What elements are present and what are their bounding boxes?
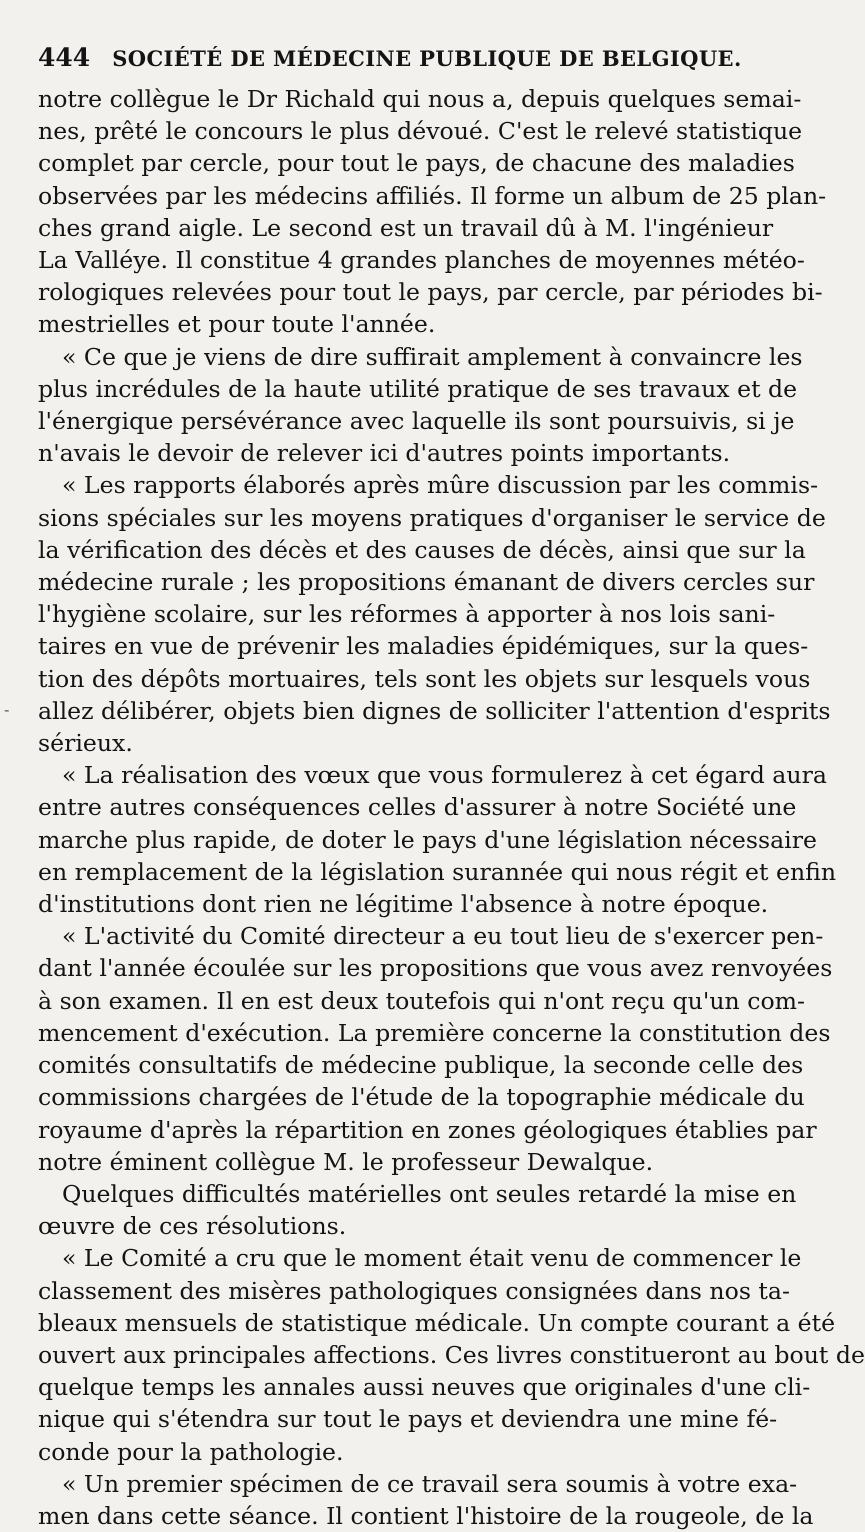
text-line: taires en vue de prévenir les maladies épidémiques, sur la ques-: [38, 632, 809, 661]
text-line: d'institutions dont rien ne légitime l'absence à notre époque.: [38, 890, 769, 919]
text-line: allez délibérer, objets bien dignes de solliciter l'attention d'esprits: [38, 696, 831, 725]
text-line: bleaux mensuels de statistique médicale. Un compte courant a été: [38, 1308, 836, 1337]
text-line: quelque temps les annales aussi neuves que originales d'une cli-: [38, 1373, 811, 1402]
text-line: mencement d'exécution. La première concerne la constitution des: [38, 1018, 831, 1047]
body-text: [38, 83, 865, 1532]
text-line: conde pour la pathologie.: [38, 1437, 344, 1466]
text-line: médecine rurale ; les propositions émanant de divers cercles sur: [38, 568, 815, 597]
text-line: ches grand aigle. Le second est un travail dû à M. l'ingénieur: [38, 213, 774, 242]
text-line: notre éminent collègue M. le professeur Dewalque.: [38, 1147, 654, 1176]
text-line: sions spéciales sur les moyens pratiques d'organiser le service de: [38, 503, 826, 532]
paragraph: [38, 469, 831, 759]
text-line: l'énergique persévérance avec laquelle ils sont poursuivis, si je: [38, 407, 795, 436]
text-line: ouvert aux principales affections. Ces livres constitueront au bout de: [38, 1340, 865, 1369]
text-line: La Valléye. Il constitue 4 grandes planches de moyennes météo-: [38, 246, 805, 275]
text-line: classement des misères pathologiques consignées dans nos ta-: [38, 1276, 790, 1305]
text-line: l'hygiène scolaire, sur les réformes à apporter à nos lois sani-: [38, 600, 776, 629]
running-title: SOCIÉTÉ DE MÉDECINE PUBLIQUE DE BELGIQUE.: [112, 46, 742, 71]
paragraph: [38, 1178, 797, 1242]
running-head: [38, 38, 770, 79]
paragraph: [38, 1242, 865, 1467]
text-line: complet par cercle, pour tout le pays, de chacune des maladies: [38, 149, 795, 178]
text-line: « Ce que je viens de dire suffirait amplement à convaincre les: [62, 342, 803, 371]
paragraph: [38, 759, 837, 920]
text-line: sérieux.: [38, 729, 133, 758]
text-line: nes, prêté le concours le plus dévoué. C'est le relevé statistique: [38, 117, 803, 146]
text-line: men dans cette séance. Il contient l'histoire de la rougeole, de la: [38, 1501, 814, 1530]
text-line: royaume d'après la répartition en zones géologiques établies par: [38, 1115, 817, 1144]
paragraph: [38, 920, 833, 1178]
margin-mark: -: [4, 700, 10, 719]
text-line: n'avais le devoir de relever ici d'autres points importants.: [38, 439, 731, 468]
text-line: rologiques relevées pour tout le pays, par cercle, par périodes bi-: [38, 278, 823, 307]
text-line: « Un premier spécimen de ce travail sera soumis à votre exa-: [62, 1469, 798, 1498]
page-number: 444: [38, 43, 91, 72]
paragraph: [38, 341, 803, 470]
paragraph: [38, 1468, 814, 1532]
text-line: plus incrédules de la haute utilité pratique de ses travaux et de: [38, 374, 798, 403]
text-line: « La réalisation des vœux que vous formulerez à cet égard aura: [62, 761, 827, 790]
text-line: « Les rapports élaborés après mûre discussion par les commis-: [62, 471, 819, 500]
text-line: entre autres conséquences celles d'assurer à notre Société une: [38, 793, 797, 822]
text-line: dant l'année écoulée sur les propositions que vous avez renvoyées: [38, 954, 833, 983]
text-line: Quelques difficultés matérielles ont seules retardé la mise en: [62, 1179, 797, 1208]
text-line: « L'activité du Comité directeur a eu tout lieu de s'exercer pen-: [62, 922, 824, 951]
text-line: tion des dépôts mortuaires, tels sont les objets sur lesquels vous: [38, 664, 811, 693]
text-line: notre collègue le Dr Richald qui nous a, depuis quelques semai-: [38, 85, 802, 113]
text-line: la vérification des décès et des causes de décès, ainsi que sur la: [38, 535, 806, 564]
text-line: « Le Comité a cru que le moment était venu de commencer le: [62, 1244, 802, 1273]
text-line: marche plus rapide, de doter le pays d'une législation nécessaire: [38, 825, 817, 854]
text-line: commissions chargées de l'étude de la topographie médicale du: [38, 1083, 805, 1112]
text-line: œuvre de ces résolutions.: [38, 1212, 347, 1241]
text-line: observées par les médecins affiliés. Il forme un album de 25 plan-: [38, 181, 827, 210]
paragraph: [38, 83, 827, 341]
text-line: comités consultatifs de médecine publique, la seconde celle des: [38, 1051, 804, 1080]
text-line: à son examen. Il en est deux toutefois qui n'ont reçu qu'un com-: [38, 986, 805, 1015]
text-line: en remplacement de la législation surannée qui nous régit et enfin: [38, 857, 837, 886]
text-line: nique qui s'étendra sur tout le pays et deviendra une mine fé-: [38, 1405, 778, 1434]
text-line: mestrielles et pour toute l'année.: [38, 310, 436, 339]
